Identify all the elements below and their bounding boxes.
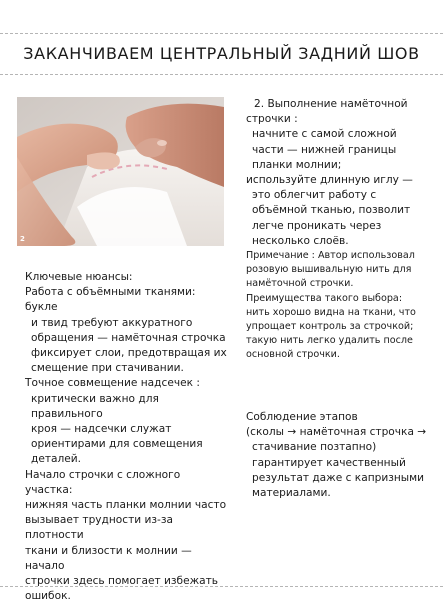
left-text-block	[25, 270, 230, 604]
left-line: нижняя часть планки молнии часто	[25, 499, 227, 512]
left-line: строчки здесь помогает избежать	[25, 575, 219, 588]
step-title-line-2: строчки :	[246, 113, 298, 126]
right-bottom-text-block	[246, 410, 436, 501]
summary-line: материалами.	[252, 487, 331, 500]
summary-line: (сколы → намёточная строчка →	[246, 426, 427, 439]
left-line: Ключевые нюансы:	[25, 271, 133, 283]
hands-basting-fabric-illustration	[17, 97, 224, 246]
note-line: розовую вышивальную нить для	[246, 264, 412, 276]
left-line: критически важно для правильного	[31, 392, 159, 420]
summary-line: Соблюдение этапов	[246, 411, 358, 423]
note-line: Примечание : Автор использовал	[246, 250, 415, 262]
left-line: деталей.	[31, 453, 82, 466]
step-body-line: объёмной тканью, позволит	[252, 204, 411, 217]
step-body-line: начните с самой сложной	[252, 128, 397, 141]
note-line: намёточной строчки.	[246, 278, 354, 290]
left-line: вызывает трудности из-за плотности	[25, 514, 174, 542]
title-dashed-rule	[0, 74, 443, 75]
note-line: такую нить легко удалить после	[246, 335, 413, 347]
summary-line: гарантирует качественный	[252, 456, 406, 469]
summary-line: результат даже с капризными	[252, 471, 425, 484]
left-line: Точное совмещение надсечек :	[25, 377, 200, 390]
note-line: основной строчки.	[246, 349, 340, 361]
step-title-line-1: 2. Выполнение намёточной	[254, 98, 408, 110]
note-block	[246, 249, 436, 363]
left-line: и твид требуют аккуратного	[31, 316, 193, 329]
left-line: Начало строчки с сложного участка:	[25, 468, 181, 496]
step-body-line: используйте длинную иглу —	[246, 174, 413, 187]
step-body-line: легче проникать через	[252, 219, 382, 232]
left-line: ошибок.	[25, 590, 71, 603]
left-line: ткани и близости к молнии — начало	[25, 544, 192, 572]
step-body-line: планки молнии;	[252, 158, 342, 171]
left-line: Работа с объёмными тканями: букле	[25, 286, 196, 314]
note-line: Преимущества такого выбора:	[246, 292, 403, 304]
step-body-line: несколько слоёв.	[252, 234, 349, 247]
left-line: смещение при стачивании.	[31, 362, 184, 375]
left-line: обращения — намёточная строчка	[31, 331, 226, 344]
top-dashed-rule	[0, 33, 443, 34]
note-line: упрощает контроль за строчкой;	[246, 321, 414, 333]
step-body-line: части — нижней границы	[252, 143, 397, 156]
photo-number: 2	[20, 235, 25, 243]
left-line: ориентирами для совмещения	[31, 438, 203, 451]
page-title: ЗАКАНЧИВАЕМ ЦЕНТРАЛЬНЫЙ ЗАДНИЙ ШОВ	[23, 44, 420, 63]
note-line: нить хорошо видна на ткани, что	[246, 306, 416, 318]
sewing-photo	[17, 97, 224, 246]
summary-line: стачивание позтапно)	[252, 441, 377, 454]
left-line: кроя — надсечки служат	[31, 423, 172, 436]
bottom-dashed-rule	[0, 586, 443, 587]
right-top-text-block	[246, 97, 436, 363]
step-body-line: это облегчит работу с	[252, 189, 377, 202]
left-line: фиксирует слои, предотвращая их	[31, 347, 227, 360]
